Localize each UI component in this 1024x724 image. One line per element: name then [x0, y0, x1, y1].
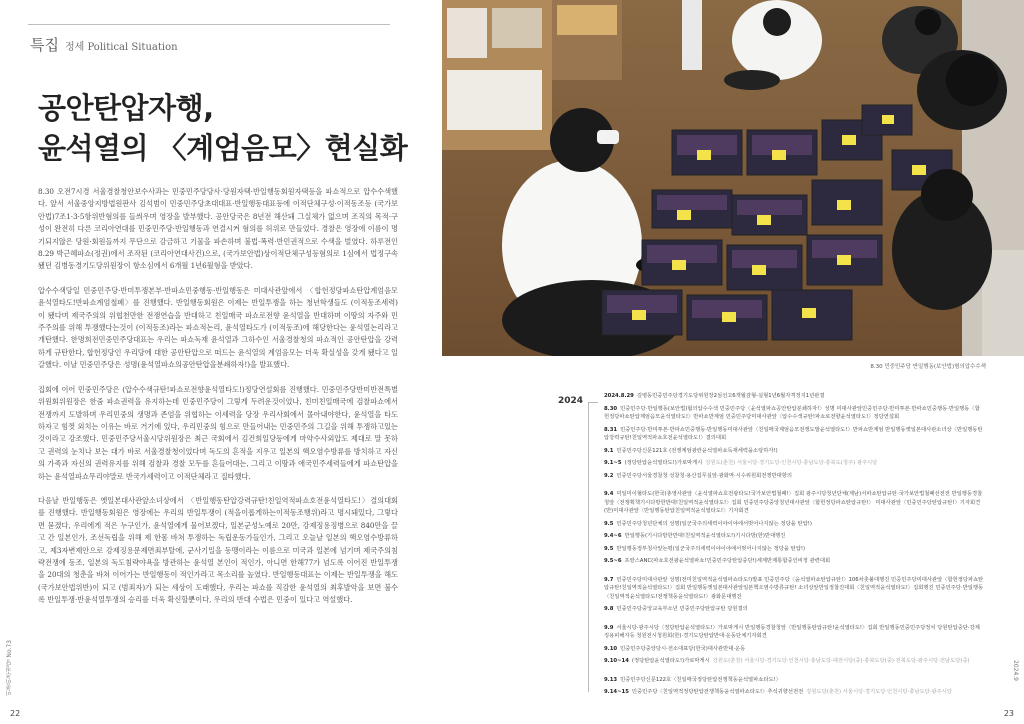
- event-date: 9.13: [604, 676, 618, 683]
- event-text: 반일행동정부청사앞논평(일군국주의세력이야이야에서벗어나지않는 정당을 탄압!): [616, 545, 806, 552]
- event-text: 민중민주당·반일행동(보안법)혐의압수수색 민중민주당〈윤석열파쇼공안탄압분쇄하자!〉성명 미대사관앞민중민주당·반미투본·반파쇼민중행동·반일행동〈합헌정당파쇼탄압계엄음모윤석열타도!〉반파쇼반계엄 민중민주당미대사관앞〈압수수색규탄!파쇼로전향윤석열타도!〉정당연설회: [604, 405, 980, 420]
- timeline-event: [604, 645, 984, 654]
- timeline-event: [604, 676, 984, 685]
- event-text: 김병동민중민주당경기도당위원장2심선고6개월감형-실형1년6월자격정지1년판결: [636, 393, 825, 399]
- event-text: 서울시당·광주시당〈정당탄압윤석열타도!〉가로막게시 반일행동경찰청앞〈반일행동탄압규탄!윤석열타도!〉집회 반일행동민중민주당정치 당원탄압중단·강제징용피해자등 청원전시청원회(한)·경기도당탄압반대·운동단체기자회견: [604, 624, 980, 639]
- event-date: 9.5~6: [604, 558, 622, 564]
- event-date: 9.4~6: [604, 533, 622, 539]
- timeline-event: [604, 459, 984, 468]
- paragraph: 집회에 이어 민중민주당은 (압수수색규탄!파쇼로전향윤석열타도!)정당연설회를 진행했다. 민중민주당반미반전특별위원회위원장은 한줌 파쇼권력을 유지하는데 민중민주당이 그렇게 두려운것이었나, 친미친일매국에 검찰파쇼에서 전쟁까지 도발하며 우리민중의 생명과 존엄을 위협하는 이세력을 당장 우리사회에서 몰아내야한다, 윤석열을 타도하자고 힘껏 외치는 이유는 바로 거기에 있다, 우리민중의 힘으로 만들어내는 민중민주의 그길을 위해 투쟁하고있는것이라고 강조했다. 민중민주당서울시당위원장은 최근 국회에서 김건희일당등에게 마약수사외압도 제대로 말 못하고 권력의 눈치나 보는 대가 바로 서울경찰청이었다며 독도의 흔적을 지우고 일본의 핵오염수방류를 방치하고 자신의 가족과 자신의 권력유지를 위해 검찰과 경찰 모두를 흔들어대는, 그리고 이땅과 애국민주세력들에게 파쇼탄압을 하는 윤석열파쇼무리야말로 반국가세력이고 이적단체라고 질타했다.: [38, 384, 398, 481]
- event-locations: 강원도(춘천) 서울시당·경기도당·인천시당·충남도당·대전시당(중)·충북도당(중)·전북도당·광주시당·전남도당(중): [712, 658, 970, 664]
- event-date: 9.2: [604, 472, 614, 479]
- event-text: 민중민주당청년단체의 성명(일군국주의세력이야이야에서벗어나지않는 정당을 탄압!): [616, 520, 812, 527]
- timeline-event: [604, 405, 984, 422]
- event-text: 프랑스ANC(파쇼호전광윤석열파쇼!민중민주당탄압중단!)세계반제통합중인비정 관련대회: [624, 558, 831, 564]
- event-date: 8.31: [604, 426, 618, 433]
- timeline-connector: [588, 402, 598, 403]
- event-text: 민중민주당신문122호〈친일매국정당탄압전쟁책동윤석열파쇼타도!〉: [620, 676, 782, 683]
- paragraph: 압수수색당일 민중민주당·반미투쟁본부·반파쇼민중행동·반일행동은 미대사관앞에서 〈합헌정당파쇼탄압계엄음모윤석열타도!반파쇼계엄철폐〉를 진행했다. 반일행동회원은 이제는 반일투쟁을 하는 청년학생들도 (이적동조세력)이 됐다며 제국주의의 위협천만한 전쟁연습을 반대하고 친일매국 파쇼로전향 윤석열을 반대하며 이땅의 자주와 민주주의를 위해 투쟁했다는것이 (이적동조)라는 파쇼적논리, 윤석열타도가 (이적동조)에 해당한다는 윤석열논리라고 개탄했다. 한명희전민중민주당대표는 우리는 파쇼독재 윤석열과 그하수인 서울경찰청의 파쇼적인 공안탄압을 강력하게 규탄한다, 합헌정당인 우리당에 대한 공안탄압으로 떠드는 윤석열의 계엄음모는 더욱 확실성을 갖게 됐다고 일갈했다. 이날 민중민주당은 성명(윤석열파쇼의공안탄압을분쇄하자!)을 발표했다.: [38, 285, 398, 370]
- timeline-event: [604, 657, 984, 666]
- timeline-event: [604, 520, 984, 529]
- timeline-event: [604, 392, 984, 401]
- event-text: 민중민주당서울경찰청 성찰청·용산집무실앞·광화역·시수위원회전쟁반대항의: [616, 472, 792, 479]
- event-text: 민중민주당중앙교육부소년 민중민주당탄압규탄 당원결의: [616, 606, 748, 612]
- photo-caption: 8.30 민중민주당 반일행동(보안법)혐의압수수색: [870, 364, 986, 370]
- section-title: 특집: [30, 36, 59, 54]
- event-date: 9.5: [604, 545, 614, 552]
- event-date: 9.9: [604, 624, 614, 631]
- section-header: [30, 34, 178, 55]
- event-date: 9.4: [604, 491, 614, 497]
- publication-label: 민중민주정당 No.73: [6, 640, 13, 696]
- timeline-event: [604, 605, 984, 614]
- timeline-event: [604, 688, 984, 697]
- timeline-event: [604, 426, 984, 443]
- event-date: 9.7: [604, 576, 614, 583]
- article-headline: [38, 88, 408, 168]
- timeline-event: [604, 576, 984, 602]
- event-date: 9.1~5: [604, 460, 622, 466]
- timeline-rule: [588, 402, 589, 692]
- event-date: 8.30: [604, 405, 618, 412]
- timeline-event: [604, 490, 984, 516]
- article-photo: [442, 0, 1024, 356]
- event-text: 민중민주당〈친일역적정당탄압전쟁책동윤석열파쇼타도!〉추석귀향선전전: [631, 689, 804, 695]
- issue-date-label: 2024.9: [1012, 660, 1019, 681]
- timeline-year: 2024: [558, 396, 584, 406]
- headline-line-1: 공안탄압자행,: [38, 91, 214, 125]
- paragraph: 8.30 오전7시경 서울경찰청안보수사과는 민중민주당당사·당원자택·반일행동회원자택등을 파쇼적으로 압수수색했다. 앞서 서울중앙지방법원판사 김석범이 민중민주당초대대표·반일행동대표등에 이적단체구성·이적동조등 (국가보안법)7조1·3·5항위반혐의를 들씌우며 영장을 발부했다. 공안당국은 8년전 해산돼 그실체가 없으며 조직의 목적·구성이 완전히 다른 코리아연대를 민중민주당·반일행동과 연결시켜 혐의를 허위로 만들었다. 경찰은 영장에 이름이 명기되지않은 당원·회원들까지 무단으로 감금하고 기물을 파손하며 불법·폭력·반민권적으로 수색을 벌였다. 하루전인 8.29 박근혜파쇼(정권)에서 조작된 (코리아연대사건)으로, (국가보안법)상이적단체구성등혐의로 1심에서 법정구속됐던 김병동경기도당위원장이 항소심에서 6개월 1년6월형을 받았다.: [38, 187, 398, 271]
- event-text: (정당탄압윤석열타도!)가로막게시: [631, 658, 710, 664]
- event-text: 반일행동(기시다방한반대!친일역적윤석열타도!)기시다방(한)반대행진: [624, 533, 786, 539]
- article-body: [38, 186, 398, 619]
- section-subtitle: 정세 Political Situation: [64, 42, 178, 53]
- event-date: 2024.8.29: [604, 393, 634, 399]
- timeline-event: [604, 447, 984, 456]
- timeline-event: [604, 472, 984, 481]
- timeline-event: [604, 624, 984, 641]
- event-locations: 강원도(춘천) 서울시당·경기도당·인천시당·충남도당·충북도(청주) 광주시당: [705, 460, 878, 466]
- timeline-event: [604, 532, 984, 541]
- event-date: 9.10~14: [604, 658, 629, 664]
- event-date: 9.14~15: [604, 689, 629, 695]
- event-date: 9.8: [604, 606, 614, 612]
- paragraph: 다음날 반일행동은 옛일본대사관앞소녀상에서 〈반일행동탄압강력규탄!친일역적파쇼호전윤석열타도!〉결의대회를 진행했다. 반일행동회원은 영장에는 우리의 반일투쟁이 (적을이롭게하는이적동조행위)라고 명시돼있다, 그렇다면 묻겠다, 우리에게 적은 누구인가, 윤석열에게 물어보겠다, 일본군성노예로 20만, 강제징용징병으로 840만을 끌고 간 일본인가, 조선독립을 위해 제 한몸 바쳐 투쟁하는 독립운동가들인가, 그리고 오늘날 일본의 핵오염수방류하고, 제3자변제안으로 강제징용문제면죄부탈에, 군사기밀을 동맹이라는 이름으로 미국과 일본에 넘기며 제국주의침략전쟁에 동조, 일본의 독도침략야욕을 방관하는 윤석열 본인이 적인가, 아니면 한해77가 넘도록 이어진 반일투쟁을 20대의 청춘을 바쳐 이어가는 반일행동이 적인가라고 목소리를 높였다. 반일행동대표는 이제는 반일투쟁을 해도 (국가보안법위반)이 되고 (범죄자)가 되는 세상이 도래했다, 우리는 파쇼를 직감한 윤석열의 최후발악을 보면 불수록 반일투쟁·반윤석열투쟁의 승리를 더욱 확신할뿐이다, 우리의 반대 수법은 민중이 있다고 역설했다.: [38, 495, 398, 605]
- headline-line-2: 윤석열의 〈계엄음모〉현실화: [38, 131, 408, 165]
- event-text: 민중민주당중앙당시·전소대표당(한국)대사관반대·운동: [620, 645, 746, 652]
- event-text: (정당탄압윤석열타도!)가로막게시: [624, 460, 703, 466]
- event-text: 민중민주당신문121호 (전쟁계엄광란윤석열파쇼독재세력을소탕하자!): [616, 447, 778, 454]
- page-number-left: 22: [10, 709, 21, 718]
- top-rule: [28, 24, 390, 25]
- event-text: 민중민주당미대사관앞 성명(전미친일역적윤석열파쇼타도!)발표 민중민주당〈윤석열파쇼탄압규탄!〉106차촛불대행진 민중민주당미대사관앞〈합헌정당파쇼탄압규탄!친일역적윤석열타도!〉집회 반일행동옛일본대사관앞일본핵오염수방류규탄! 소녀상앞반일정찰진대회〈친일역적윤석열타도!〉집회행진 민중민주당·반일행동〈친일역적윤석열타도!전쟁책동윤석열타도!〉광화문대행진: [604, 576, 984, 600]
- timeline-event: [604, 545, 984, 554]
- event-locations: 강원도당(춘천) 서울시당·경기도당·인천시당·충남도당·광주시당: [806, 689, 952, 695]
- event-text: 미일미이혈타도(한국)총영사관앞〈윤석열파쇼호전광타도!국가보안법철폐!〉집회 광주시당청년단체(제남)서파쇼탄압규탄·국가보안법철폐선전전 반일행동경찰청앞〈전쟁획책기시다방한반대!친일역적윤석열타도!〉집회 민중민주당중앙청년대사관앞〈합헌정당파쇼탄압규탄!〉 미대사관앞〈민중민주당탄압규탄!〉기자회견(반)미대사관앞〈반일행동탄압친일역적윤석열타도!〉기자회견: [604, 491, 983, 514]
- timeline-event: [604, 557, 984, 566]
- event-date: 9.10: [604, 645, 618, 652]
- page-number-right: 23: [1003, 709, 1014, 718]
- photo-illustration: [442, 0, 1024, 356]
- event-date: 9.5: [604, 520, 614, 527]
- event-text: 민중민주당·반미투본·반파쇼민중행동·반일행동미대사관앞〈친일매국계엄음모전쟁도발윤석열타도!〉반파쇼반계엄 반일행동옛일본대사관소녀상〈반일행동탄압강력규탄!친일역적파쇼호전윤석열타도!〉결의대회: [604, 426, 983, 441]
- timeline-events: [604, 392, 984, 701]
- event-date: 9.1: [604, 447, 614, 454]
